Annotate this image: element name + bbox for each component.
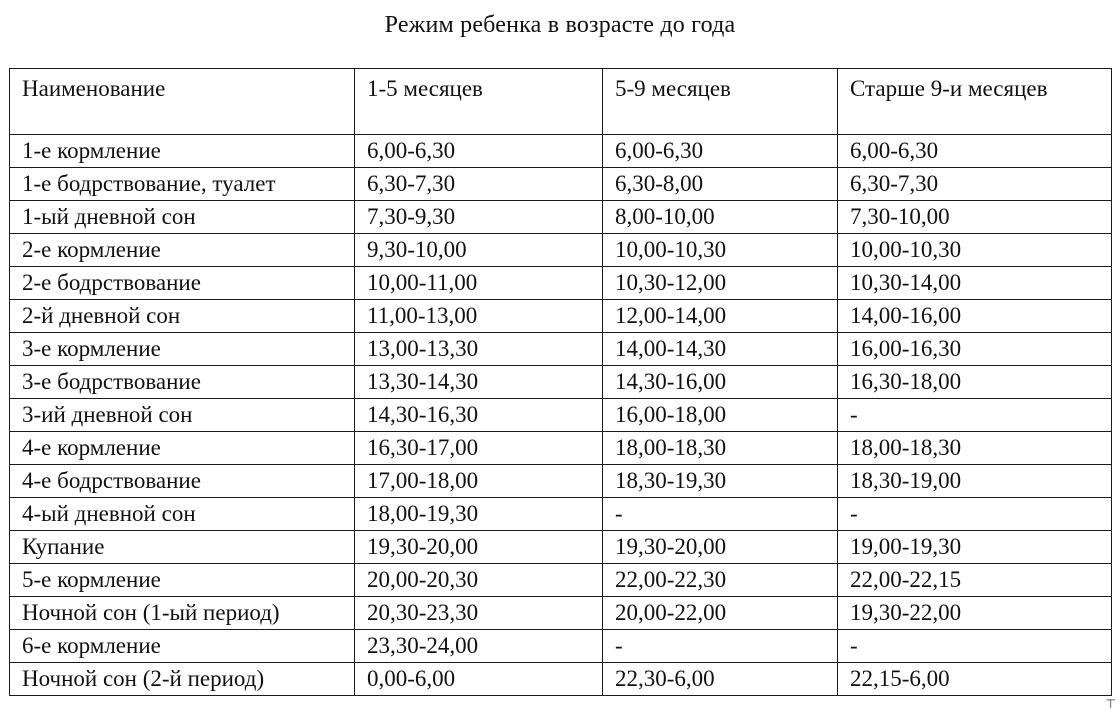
table-row <box>10 135 1112 168</box>
cell-over-9-months: 22,00-22,15 <box>838 564 1112 597</box>
table-row <box>10 333 1112 366</box>
cell-1-5-months: 17,00-18,00 <box>355 465 603 498</box>
cell-activity: 2-й дневной сон <box>10 300 355 333</box>
cell-5-9-months: 10,30-12,00 <box>603 267 838 300</box>
cell-over-9-months: 18,00-18,30 <box>838 432 1112 465</box>
cell-1-5-months: 0,00-6,00 <box>355 663 603 696</box>
cell-1-5-months: 20,00-20,30 <box>355 564 603 597</box>
cell-5-9-months: 20,00-22,00 <box>603 597 838 630</box>
cell-over-9-months: 16,00-16,30 <box>838 333 1112 366</box>
corner-mark: ⊤ <box>1105 697 1116 711</box>
table-row <box>10 366 1112 399</box>
cell-activity: 1-е кормление <box>10 135 355 168</box>
cell-5-9-months: 6,00-6,30 <box>603 135 838 168</box>
cell-1-5-months: 19,30-20,00 <box>355 531 603 564</box>
cell-1-5-months: 7,30-9,30 <box>355 201 603 234</box>
cell-activity: 4-е бодрствование <box>10 465 355 498</box>
table-row <box>10 234 1112 267</box>
cell-5-9-months: 22,00-22,30 <box>603 564 838 597</box>
schedule-table <box>9 68 1112 696</box>
cell-activity: Ночной сон (1-ый период) <box>10 597 355 630</box>
cell-activity: 5-е кормление <box>10 564 355 597</box>
header-over-9-months: Старше 9-и месяцев <box>838 69 1112 135</box>
table-row <box>10 564 1112 597</box>
cell-over-9-months: 6,30-7,30 <box>838 168 1112 201</box>
cell-activity: Купание <box>10 531 355 564</box>
cell-over-9-months: 19,00-19,30 <box>838 531 1112 564</box>
cell-over-9-months: - <box>838 498 1112 531</box>
cell-activity: 1-ый дневной сон <box>10 201 355 234</box>
cell-5-9-months: 12,00-14,00 <box>603 300 838 333</box>
table-row <box>10 399 1112 432</box>
cell-activity: 3-е бодрствование <box>10 366 355 399</box>
cell-over-9-months: 10,00-10,30 <box>838 234 1112 267</box>
cell-5-9-months: - <box>603 630 838 663</box>
table-row <box>10 465 1112 498</box>
cell-5-9-months: 22,30-6,00 <box>603 663 838 696</box>
table-row <box>10 168 1112 201</box>
cell-1-5-months: 18,00-19,30 <box>355 498 603 531</box>
cell-5-9-months: 8,00-10,00 <box>603 201 838 234</box>
cell-5-9-months: 19,30-20,00 <box>603 531 838 564</box>
table-row <box>10 630 1112 663</box>
cell-over-9-months: - <box>838 630 1112 663</box>
cell-1-5-months: 20,30-23,30 <box>355 597 603 630</box>
cell-1-5-months: 9,30-10,00 <box>355 234 603 267</box>
page-title: Режим ребенка в возрасте до года <box>384 12 736 38</box>
cell-activity: 4-ый дневной сон <box>10 498 355 531</box>
cell-over-9-months: - <box>838 399 1112 432</box>
table-row <box>10 267 1112 300</box>
cell-over-9-months: 22,15-6,00 <box>838 663 1112 696</box>
cell-1-5-months: 10,00-11,00 <box>355 267 603 300</box>
header-name: Наименование <box>10 69 355 135</box>
cell-over-9-months: 6,00-6,30 <box>838 135 1112 168</box>
cell-activity: Ночной сон (2-й период) <box>10 663 355 696</box>
cell-5-9-months: 18,30-19,30 <box>603 465 838 498</box>
cell-over-9-months: 18,30-19,00 <box>838 465 1112 498</box>
table-row <box>10 498 1112 531</box>
cell-1-5-months: 13,30-14,30 <box>355 366 603 399</box>
table-row <box>10 597 1112 630</box>
cell-1-5-months: 23,30-24,00 <box>355 630 603 663</box>
table-row <box>10 531 1112 564</box>
cell-5-9-months: 14,30-16,00 <box>603 366 838 399</box>
cell-over-9-months: 7,30-10,00 <box>838 201 1112 234</box>
cell-over-9-months: 14,00-16,00 <box>838 300 1112 333</box>
cell-1-5-months: 14,30-16,30 <box>355 399 603 432</box>
table-row <box>10 663 1112 696</box>
cell-1-5-months: 11,00-13,00 <box>355 300 603 333</box>
cell-1-5-months: 16,30-17,00 <box>355 432 603 465</box>
cell-over-9-months: 10,30-14,00 <box>838 267 1112 300</box>
cell-5-9-months: 18,00-18,30 <box>603 432 838 465</box>
cell-activity: 2-е кормление <box>10 234 355 267</box>
cell-activity: 4-е кормление <box>10 432 355 465</box>
cell-activity: 3-ий дневной сон <box>10 399 355 432</box>
cell-5-9-months: 6,30-8,00 <box>603 168 838 201</box>
cell-over-9-months: 19,30-22,00 <box>838 597 1112 630</box>
header-1-5-months: 1-5 месяцев <box>355 69 603 135</box>
table-row <box>10 300 1112 333</box>
table-header <box>10 69 1112 135</box>
cell-1-5-months: 6,00-6,30 <box>355 135 603 168</box>
table-body <box>10 135 1112 696</box>
cell-5-9-months: 16,00-18,00 <box>603 399 838 432</box>
cell-activity: 6-е кормление <box>10 630 355 663</box>
cell-1-5-months: 6,30-7,30 <box>355 168 603 201</box>
cell-over-9-months: 16,30-18,00 <box>838 366 1112 399</box>
cell-activity: 1-е бодрствование, туалет <box>10 168 355 201</box>
cell-5-9-months: 10,00-10,30 <box>603 234 838 267</box>
header-5-9-months: 5-9 месяцев <box>603 69 838 135</box>
cell-activity: 3-е кормление <box>10 333 355 366</box>
table-row <box>10 201 1112 234</box>
cell-5-9-months: 14,00-14,30 <box>603 333 838 366</box>
header-row <box>10 69 1112 135</box>
cell-1-5-months: 13,00-13,30 <box>355 333 603 366</box>
cell-5-9-months: - <box>603 498 838 531</box>
table-row <box>10 432 1112 465</box>
cell-activity: 2-е бодрствование <box>10 267 355 300</box>
